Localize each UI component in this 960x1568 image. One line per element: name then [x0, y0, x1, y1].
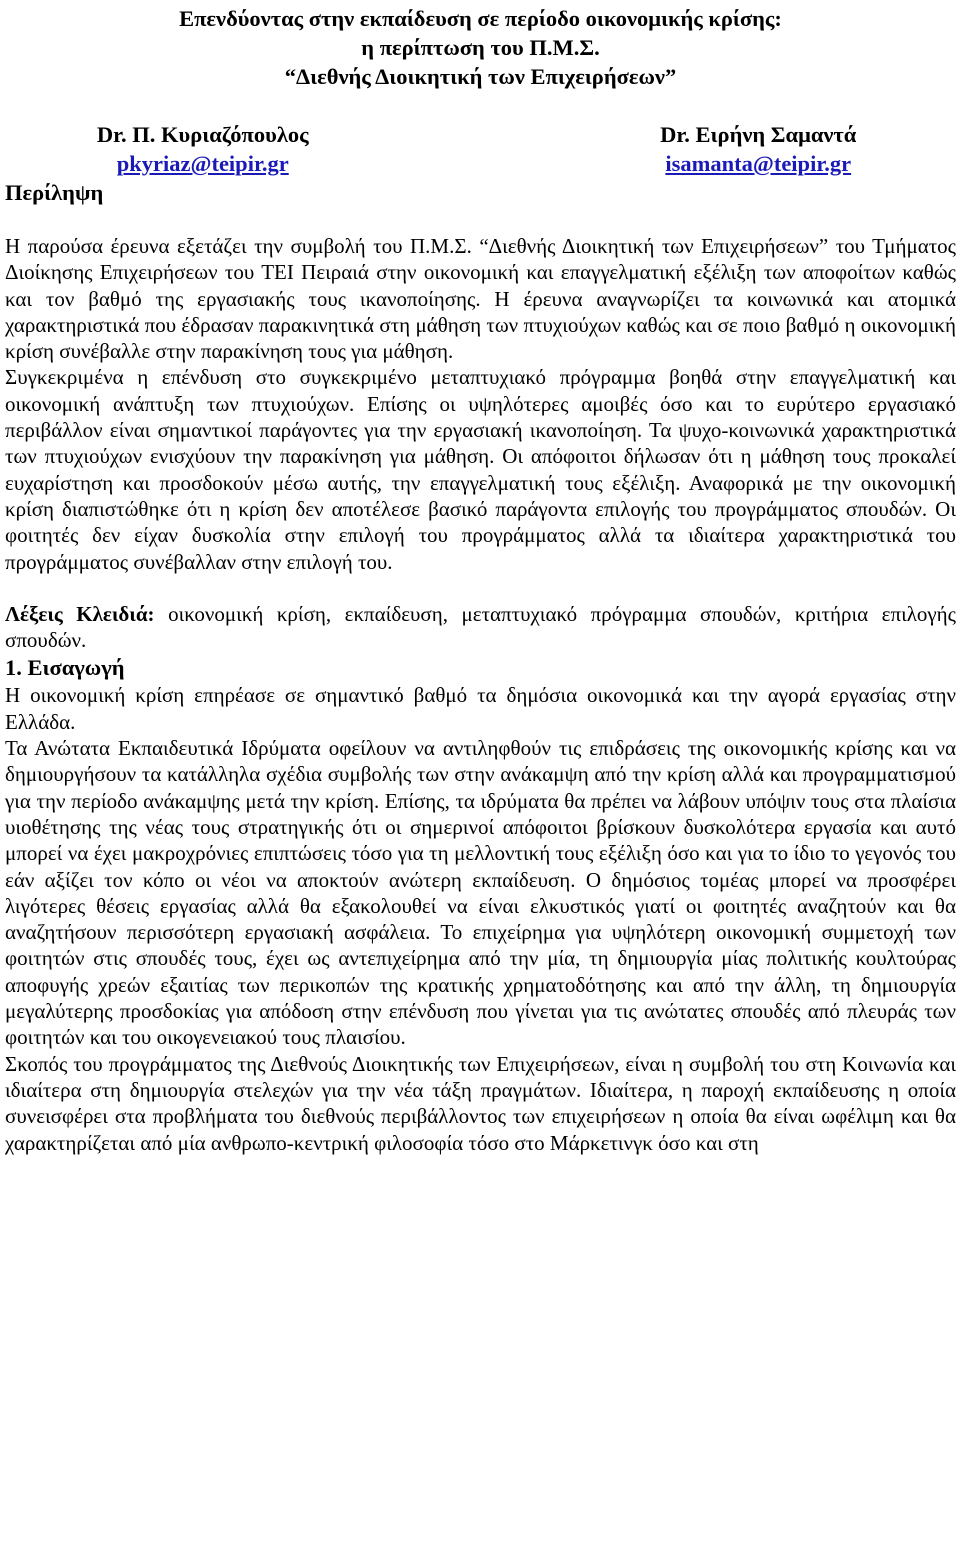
abstract-paragraph-1: Η παρούσα έρευνα εξετάζει την συμβολή του Π.Μ.Σ. “Διεθνής Διοικητική των Επιχειρήσεων” του Τμήματος Διοίκησης Επιχειρήσεων του ΤΕΙ Πειραιά στην οικονομική και επαγγελματική εξέλιξη των αποφοίτων καθώς και τον βαθμό της εργασιακής τους ικανοποίησης. Η έρευνα αναγνωρίζει τα κοινωνικά και ατομικά χαρακτηριστικά που έδρασαν παρακινητικά στη μάθηση των πτυχιούχων καθώς και σε ποιο βαθμό η οικονομική κρίση συνέβαλλε στην παρακίνηση τους για μάθηση. [5, 234, 956, 364]
intro-paragraph-2: Τα Ανώτατα Εκπαιδευτικά Ιδρύματα οφείλουν να αντιληφθούν τις επιδράσεις της οικονομικής κρίσης και να δημιουργήσουν τα κατάλληλα σχέδια συμβολής των στην ανάκαμψη από την κρίση αλλά και προγραμματισμού για την περίοδο ανάκαμψης μετά την κρίση. Επίσης, τα ιδρύματα θα πρέπει να λάβουν υπόψιν τους στα πλαίσια υιοθέτησης της νέας τους στρατηγικής ότι οι σημερινοί απόφοιτοι βρίσκουν δυσκολότερα εργασία και αυτό μπορεί να έχει μακροχρόνιες επιπτώσεις τόσο για τη μελλοντική τους εξέλιξη όσο και για το ίδιο το γεγονός του εάν αξίζει τον κόπο οι νέοι να αποκτούν ανώτερη εκπαίδευση. Ο δημόσιος τομέας μπορεί να προσφέρει λιγότερες θέσεις εργασίας αλλά θα εξακολουθεί να είναι ελκυστικός γιατί οι φοιτητές αναζητούν και θα αναζητήσουν περισσότερη εργασιακή ασφάλεια. Το επιχείρημα για υψηλότερη οικονομική συμμετοχή των φοιτητών στις σπουδές τους, έχει ως αντεπιχείρημα από την μία, τη δημιουργία μίας πολιτικής κουλτούρας αποφυγής χρεών εξαιτίας των περικοπών της κρατικής χρηματοδότησης και από την άλλη, τη δημιουργία μεγαλύτερης προσδοκίας για απόδοση στην επένδυση που γίνεται για τις ανώτατες σπουδές από πλευράς των φοιτητών και του οικογενειακού τους πλαισίου. [5, 736, 956, 1050]
author-1-name: Dr. Π. Κυριαζόπουλος [96, 122, 309, 147]
document-page [5, 0, 956, 1156]
author-1 [5, 120, 501, 178]
title-line-1: Επενδύοντας στην εκπαίδευση σε περίοδο οικονομικής κρίσης: [179, 6, 782, 31]
intro-paragraph-3: Σκοπός του προγράμματος της Διεθνούς Διοικητικής των Επιχειρήσεων, είναι η συμβολή του στη Κοινωνία και ιδιαίτερα στη δημιουργία στελεχών για την νέα τάξη πραγμάτων. Ιδιαίτερα, η παροχή εκπαίδευσης η οποία συνεισφέρει στα προβλήματα του διεθνούς περιβάλλοντος των επιχειρήσεων η οποία θα είναι ωφέλιμη και θα χαρακτηρίζεται από μία ανθρωπο-κεντρική φιλοσοφία τόσο στο Μάρκετινγκ όσο και στη [5, 1051, 956, 1155]
author-2-name: Dr. Ειρήνη Σαμαντά [660, 122, 857, 147]
authors-block [5, 120, 956, 178]
keywords-text: οικονομική κρίση, εκπαίδευση, μεταπτυχιακό πρόγραμμα σπουδών, κριτήρια επιλογής σπουδών. [5, 601, 956, 653]
abstract-heading: Περίληψη [5, 180, 104, 205]
intro-paragraph-1: Η οικονομική κρίση επηρέασε σε σημαντικό βαθμό τα δημόσια οικονομικά και την αγορά εργασίας στην Ελλάδα. [5, 683, 956, 734]
author-2 [501, 120, 957, 178]
title-line-3: “Διεθνής Διοικητική των Επιχειρήσεων” [284, 64, 677, 89]
introduction-heading: 1. Εισαγωγή [5, 655, 125, 681]
abstract-paragraph-2: Συγκεκριμένα η επένδυση στο συγκεκριμένο μεταπτυχιακό πρόγραμμα βοηθά στην επαγγελματική και οικονομική ανάπτυξη των πτυχιούχων. Επίσης οι υψηλότερες αμοιβές όσο και το ευρύτερο εργασιακό περιβάλλον είναι σημαντικοί παράγοντες για την εργασιακή ικανοποίηση. Τα ψυχο-κοινωνικά χαρακτηριστικά των πτυχιούχων ενισχύουν την παρακίνηση για μάθηση. Οι απόφοιτοι δήλωσαν ότι η μάθηση τους προκαλεί ευχαρίστηση και προσδοκούν μέσω αυτής, την επαγγελματική τους εξέλιξη. Αναφορικά με την οικονομική κρίση διαπιστώθηκε ότι η κρίση δεν αποτέλεσε βασικό παράγοντα επιλογής του προγράμματος σπουδών. Οι φοιτητές δεν είχαν δυσκολία στην επιλογή του προγράμματος αλλά τα ιδιαίτερα χαρακτηριστικά του προγράμματος συνέβαλλαν στην επιλογή του. [5, 365, 956, 574]
keywords [5, 601, 956, 654]
paper-title [5, 4, 956, 91]
introduction-body [5, 682, 956, 1155]
author-2-email-link[interactable]: isamanta@teipir.gr [665, 151, 852, 176]
title-line-2: η περίπτωση του Π.Μ.Σ. [361, 35, 600, 60]
author-1-email-link[interactable]: pkyriaz@teipir.gr [116, 151, 289, 176]
keywords-label: Λέξεις Κλειδιά: [5, 601, 155, 626]
